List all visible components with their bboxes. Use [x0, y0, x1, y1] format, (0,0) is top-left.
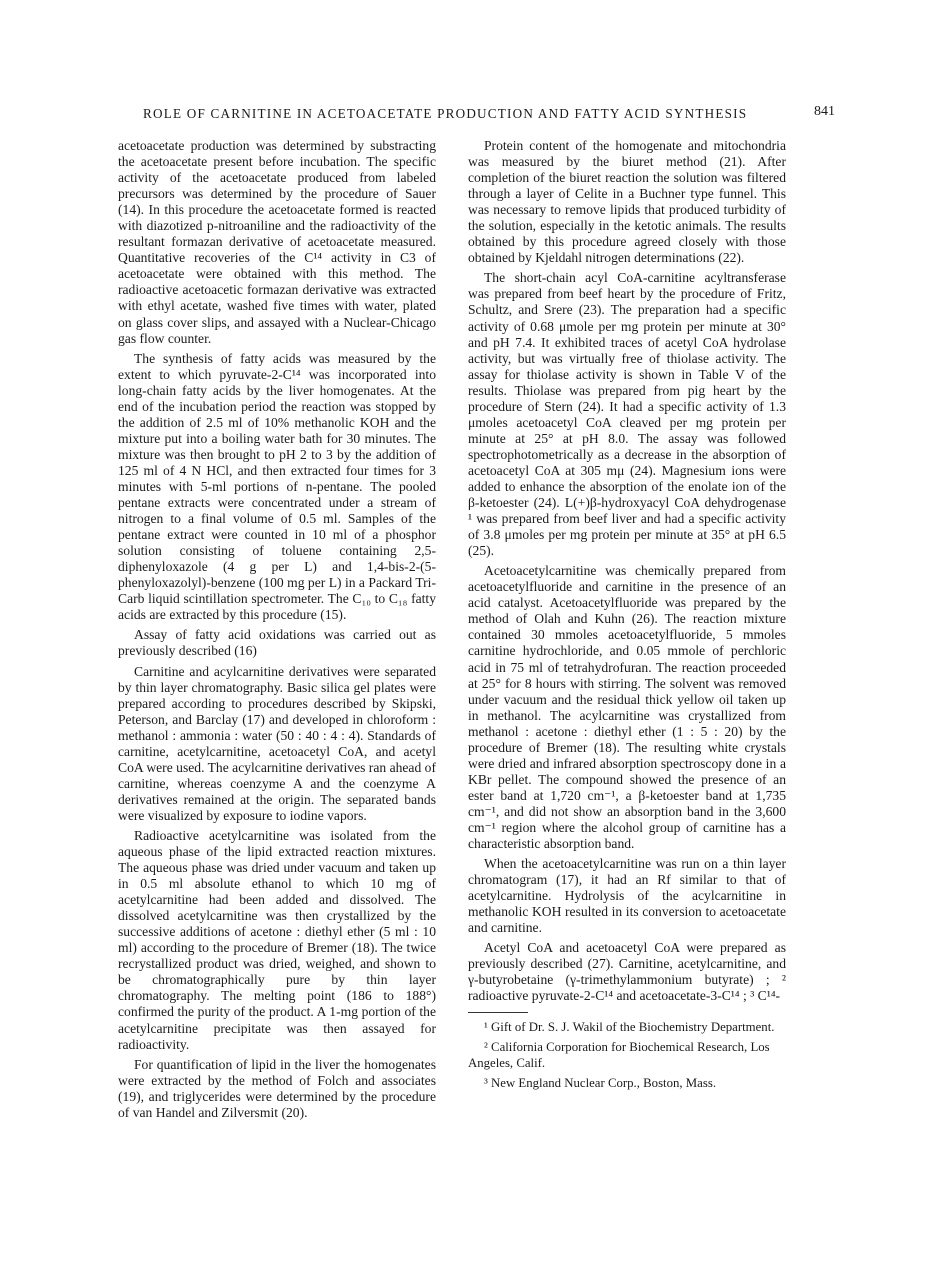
- right-column: [468, 138, 786, 1095]
- footnote: ³ New England Nuclear Corp., Boston, Mass.: [484, 1076, 717, 1091]
- footnote: ¹ Gift of Dr. S. J. Wakil of the Biochemistry Department.: [484, 1020, 775, 1035]
- paragraph: Acetoacetylcarnitine was chemically prepared from acetoacetylfluoride and carnitine in the presence of an acid catalyst. Acetoacetylfluoride was prepared by the method of Olah and Kuhn (26). The reaction mixture contained 30 mmoles acetoacetylfluoride, 5 mmoles carnitine hydrochloride, and 0.05 mmole of perchloric acid in 75 ml of tetrahydrofuran. The reaction proceeded at 25° for 8 hours with stirring. The solvent was removed under vacuum and the residual thick yellow oil taken up in methanol. The acylcarnitine was crystallized from methanol : acetone : diethyl ether (1 : 5 : 20) by the procedure of Bremer (18). The resulting white crystals were dried and infrared absorption spectroscopy done in a KBr pellet. The compound showed the presence of an ester band at 1,720 cm⁻¹, a β-ketoester band at 1,735 cm⁻¹, and did not show an absorption band in the 3,600 cm⁻¹ region where the alcohol group of carnitine has a characteristic absorption band.: [468, 563, 786, 852]
- running-title: ROLE OF CARNITINE IN ACETOACETATE PRODUCTION AND FATTY ACID SYNTHESIS: [143, 106, 748, 121]
- footnote-divider: [468, 1012, 528, 1013]
- left-column: [118, 138, 436, 1125]
- paragraph: For quantification of lipid in the liver the homogenates were extracted by the method of Folch and associates (19), and triglycerides were determined by the procedure of van Handel and Zilversmit (20).: [118, 1056, 436, 1120]
- paragraph: Protein content of the homogenate and mitochondria was measured by the biuret method (21). After completion of the biuret reaction the solution was filtered through a layer of Celite in a Buchner type funnel. This was necessary to remove lipids that produced turbidity of the solution, especially in the ketotic animals. The results obtained by this procedure agreed closely with those obtained by Kjeldahl nitrogen determinations (22).: [468, 138, 786, 266]
- footnote: ² California Corporation for Biochemical Research, Los Angeles, Calif.: [468, 1040, 770, 1071]
- paragraph: acetoacetate production was determined by substracting the acetoacetate present before incubation. The specific activity of the acetoacetate produced from labeled precursors was determined by the procedure of Sauer (14). In this procedure the acetoacetate formed is reacted with diazotized p-nitroaniline and the radioactivity of the resultant formazan derivative of acetoacetate measured. Quantitative recoveries of the C¹⁴ activity in C3 of acetoacetate were obtained with this method. The radioactive acetoacetic formazan derivative was extracted with ethyl acetate, washed five times with water, plated on glass cover slips, and assayed with a Nuclear-Chicago gas flow counter.: [118, 138, 436, 346]
- paragraph: Carnitine and acylcarnitine derivatives were separated by thin layer chromatography. Basic silica gel plates were prepared according to procedures described by Skipski, Peterson, and Barclay (17) and developed in chloroform : methanol : ammonia : water (50 : 40 : 4 : 4). Standards of carnitine, acetylcarnitine, acetoacetyl CoA, and acetyl CoA were used. The acylcarnitine derivatives ran ahead of carnitine, whereas coenzyme A and the coenzyme A derivatives remained at the origin. The separated bands were visualized by exposure to iodine vapors.: [118, 663, 436, 823]
- page-number: 841: [814, 104, 835, 119]
- paragraph: The synthesis of fatty acids was measured by the extent to which pyruvate-2-C¹⁴ was incorporated into long-chain fatty acids by the liver homogenates. At the end of the incubation period the reaction was stopped by the addition of 2.5 ml of 10% methanolic KOH and the mixture put into a boiling water bath for 30 minutes. The mixture was then brought to pH 2 to 3 by the addition of 125 ml of 4 N HCl, and then extracted four times for 3 minutes with 5-ml portions of n-pentane. The pooled pentane extracts were concentrated under a stream of nitrogen to a final volume of 0.5 ml. Samples of the pentane extract were counted in 10 ml of a phosphor solution consisting of toluene containing 2,5-diphenyloxazole (4 g per L) and 1,4-bis-2-(5-phenyloxazolyl)-benzene (100 mg per L) in a Packard Tri-Carb liquid scintillation spectrometer. The C₁₀ to C₁₈ fatty acids are extracted by this procedure (15).: [118, 350, 436, 623]
- paragraph: When the acetoacetylcarnitine was run on a thin layer chromatogram (17), it had an Rf similar to that of acetylcarnitine. Hydrolysis of the acylcarnitine in methanolic KOH resulted in its conversion to acetoacetate and carnitine.: [468, 856, 786, 936]
- running-header: [135, 104, 835, 126]
- paragraph: Assay of fatty acid oxidations was carried out as previously described (16): [118, 627, 436, 659]
- paragraph: Acetyl CoA and acetoacetyl CoA were prepared as previously described (27). Carnitine, acetylcarnitine, and γ-butyrobetaine (γ-trimethylammonium butyrate) ; ² radioactive pyruvate-2-C¹⁴ and acetoacetate-3-C¹⁴ ; ³ C¹⁴-: [468, 940, 786, 1004]
- paragraph: Radioactive acetylcarnitine was isolated from the aqueous phase of the lipid extracted reaction mixtures. The aqueous phase was dried under vacuum and taken up in 0.5 ml absolute ethanol to which 10 mg of acetylcarnitine had been added and dissolved. The dissolved acetylcarnitine was then crystallized by the successive additions of acetone : diethyl ether (5 ml : 10 ml) according to the procedure of Bremer (18). The twice recrystallized product was dried, weighed, and shown to be chromatographically pure by thin layer chromatography. The melting point (186 to 188°) confirmed the purity of the product. A 1-mg portion of the acetylcarnitine precipitate was then assayed for radioactivity.: [118, 827, 436, 1052]
- paragraph: The short-chain acyl CoA-carnitine acyltransferase was prepared from beef heart by the procedure of Fritz, Schultz, and Srere (23). The preparation had a specific activity of 0.68 μmole per mg protein per minute at 30° and pH 7.4. It exhibited traces of acetyl CoA hydrolase activity, but was virtually free of thiolase activity. The assay for thiolase activity is shown in Table V of the results. Thiolase was prepared from pig heart by the procedure of Stern (24). It had a specific activity of 1.3 μmoles acetoacetyl CoA cleaved per mg protein per minute at 25° at pH 8.0. The assay was followed spectrophotometrically as a decrease in the absorption of acetoacetyl CoA at 305 mμ (24). Magnesium ions were added to enhance the absorption of the enolate ion of the β-ketoester (24). L(+)β-hydroxyacyl CoA dehydrogenase ¹ was prepared from beef liver and had a specific activity of 3.8 μmoles per mg protein per minute at 35° at pH 6.5 (25).: [468, 270, 786, 559]
